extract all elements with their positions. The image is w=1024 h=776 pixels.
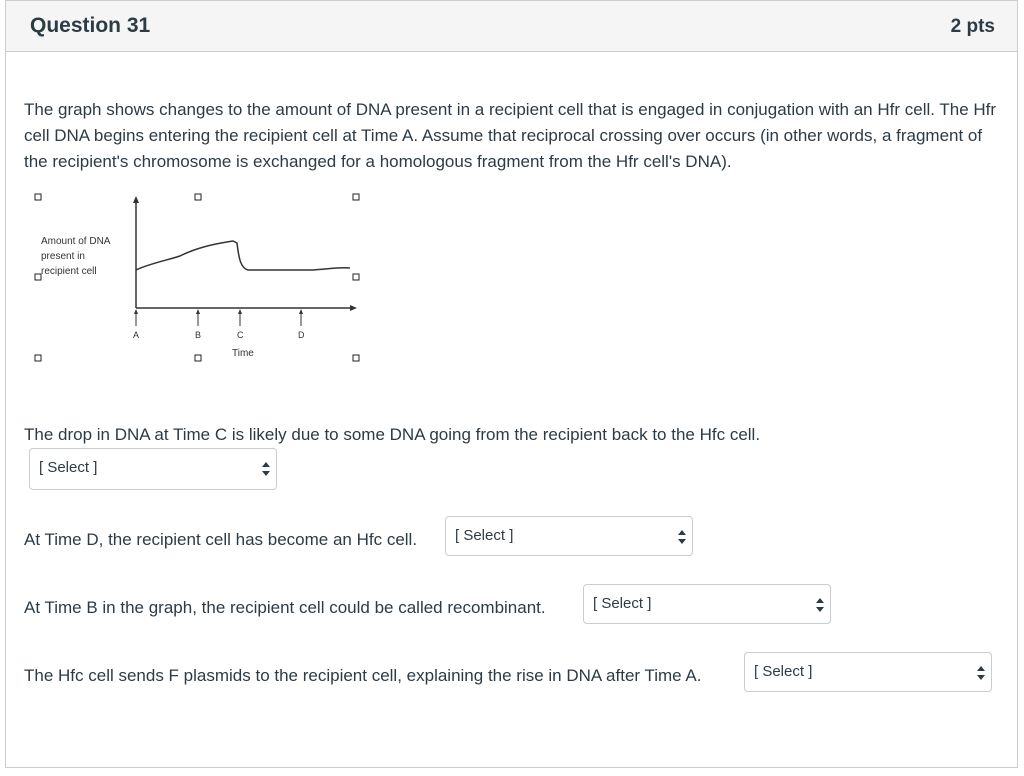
resize-handle: [35, 194, 41, 200]
dna-graph: [28, 188, 368, 368]
select-arrows-icon: [816, 598, 824, 612]
tick-arrow-d: [299, 309, 303, 326]
x-axis-arrow: [350, 305, 357, 311]
statement-2-select[interactable]: [445, 516, 693, 556]
statement-3-text: At Time B in the graph, the recipient cell could be called recombinant.: [24, 598, 546, 617]
statement-1-select[interactable]: [29, 448, 277, 490]
tick-label-d: D: [298, 330, 305, 340]
question-intro: The graph shows changes to the amount of DNA present in a recipient cell that is engaged in conjugation with an Hfr cell. The Hfr cell DNA begins entering the recipient cell at Time A. Assume that reciprocal crossing over occurs (in other words, a fragment of the recipient's chromosome is exchanged for a homologous fragment from the Hfr cell's DNA).: [24, 100, 997, 171]
tick-label-a: A: [133, 330, 140, 340]
tick-arrow-c: [238, 309, 242, 326]
question-header: [6, 1, 1017, 52]
tick-arrow-b: [196, 309, 200, 326]
tick-label-b: B: [195, 330, 202, 340]
x-axis-label: Time: [232, 348, 254, 359]
resize-handle: [353, 274, 359, 280]
select-arrows-icon: [262, 462, 270, 476]
question-points: 2 pts: [950, 16, 995, 37]
resize-handle: [195, 355, 201, 361]
dna-curve: [136, 241, 350, 270]
y-axis-label: recipient cell: [41, 266, 97, 277]
statement-1-select-value: [ Select ]: [39, 459, 98, 476]
select-arrows-icon: [977, 666, 985, 680]
statement-4-text: The Hfc cell sends F plasmids to the recipient cell, explaining the rise in DNA after Time A.: [24, 666, 702, 685]
statement-2-select-value: [ Select ]: [455, 527, 514, 544]
tick-arrow-a: [134, 309, 138, 326]
select-arrows-icon: [678, 530, 686, 544]
statement-3-select[interactable]: [583, 584, 831, 624]
statement-4-select-value: [ Select ]: [754, 663, 813, 680]
statement-1-text: The drop in DNA at Time C is likely due to some DNA going from the recipient back to the Hfc cell.: [24, 425, 761, 444]
tick-label-c: C: [237, 330, 244, 340]
resize-handle: [353, 194, 359, 200]
y-axis-label: Amount of DNA: [41, 236, 111, 247]
y-axis-label: present in: [41, 251, 85, 262]
statement-2-text: At Time D, the recipient cell has become an Hfc cell.: [24, 530, 418, 549]
resize-handle: [353, 355, 359, 361]
y-axis-arrow: [133, 196, 139, 203]
resize-handle: [35, 355, 41, 361]
statement-3-select-value: [ Select ]: [593, 595, 652, 612]
question-title: Question 31: [30, 14, 151, 37]
statement-4-select[interactable]: [744, 652, 992, 692]
resize-handle: [195, 194, 201, 200]
